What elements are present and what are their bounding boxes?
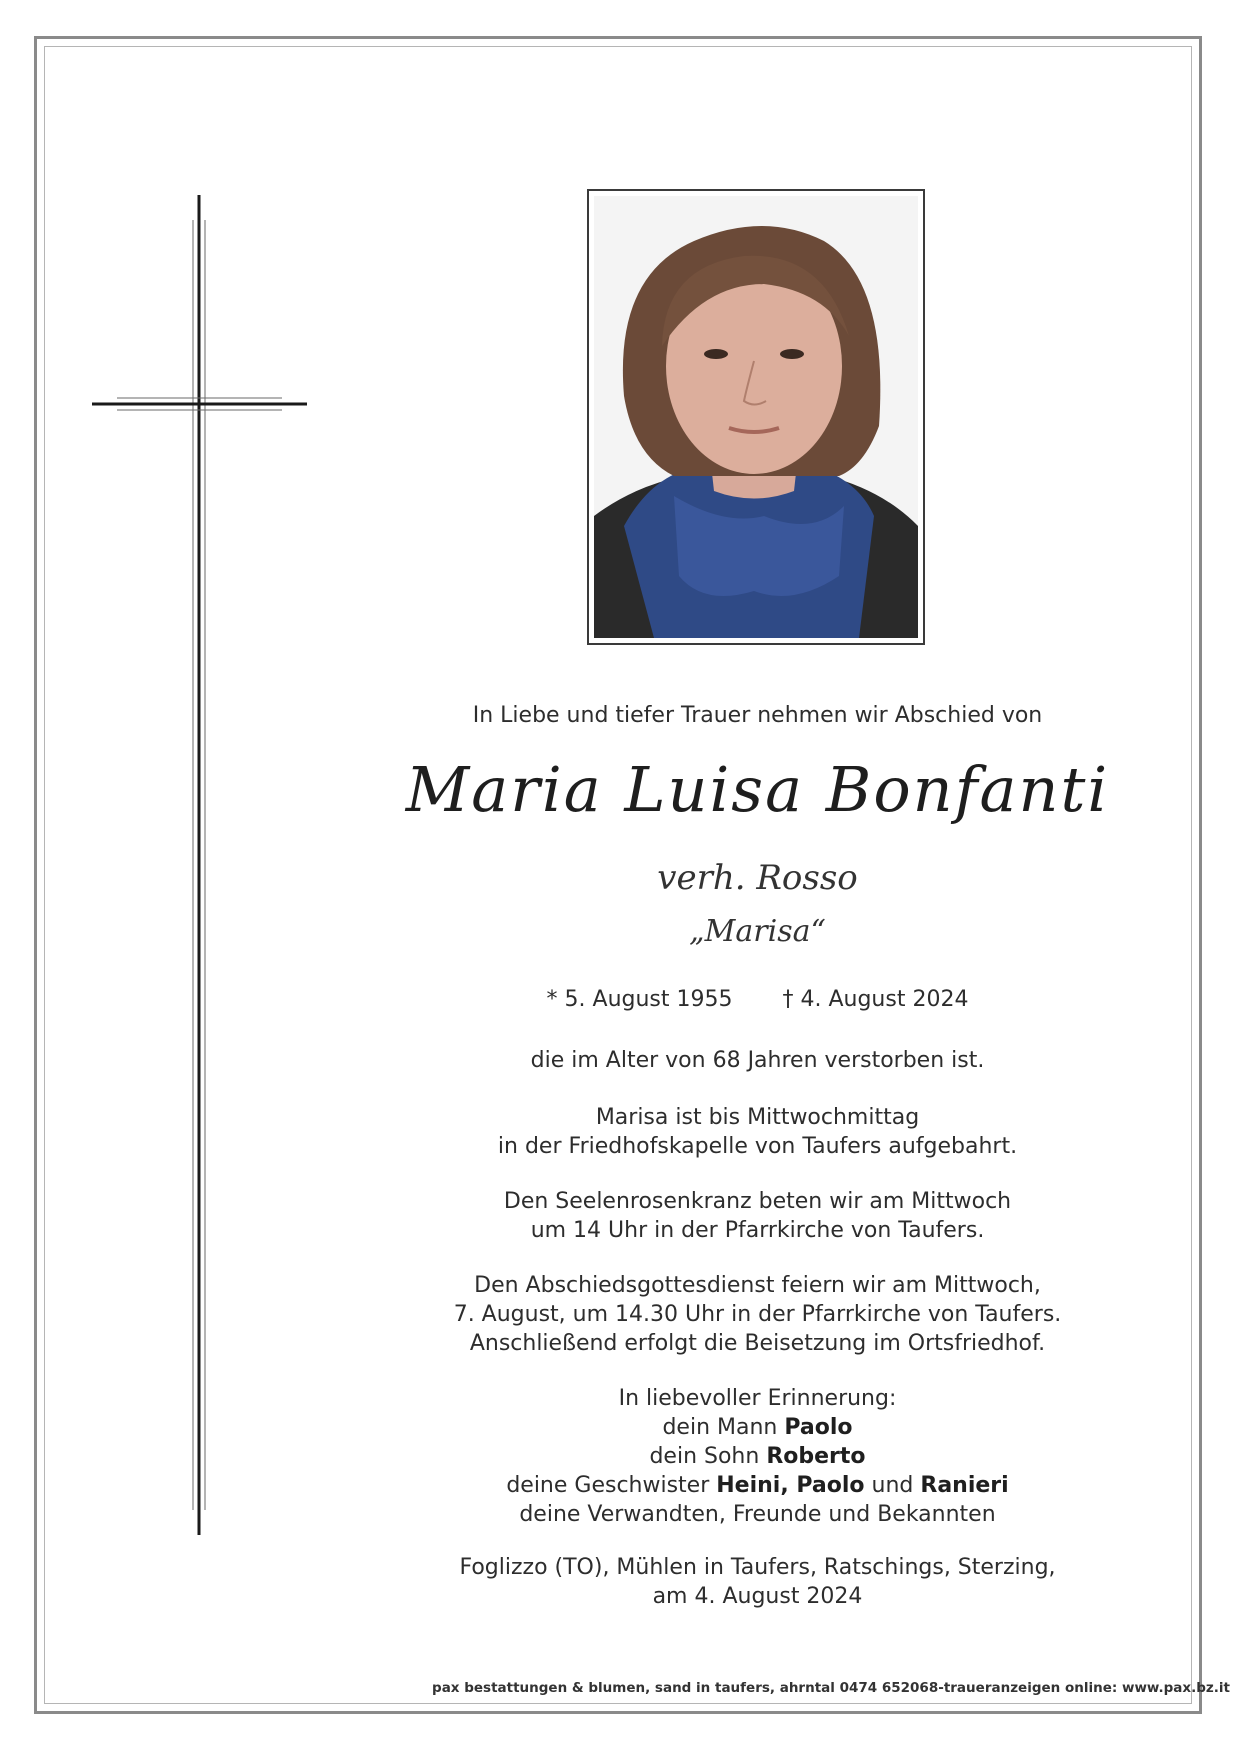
service-paragraph: Den Abschiedsgottesdienst feiern wir am Mittwoch, 7. August, um 14.30 Uhr in der Pfarrkirche von Taufers. Anschließend erfolgt die Beisetzung im Ortsfriedhof. [453, 1273, 1062, 1356]
mourners-paragraph [380, 1384, 1135, 1529]
notice-date: am 4. August 2024 [652, 1584, 863, 1609]
mourner-husband: dein Mann Paolo [662, 1415, 853, 1440]
deceased-name: Maria Luisa Bonfanti [405, 753, 1110, 826]
mourner-relatives: deine Verwandten, Freunde und Bekannten [519, 1502, 996, 1527]
mourners-heading: In liebevoller Erinnerung: [618, 1386, 897, 1411]
rosary-paragraph: Den Seelenrosenkranz beten wir am Mittwoch um 14 Uhr in der Pfarrkirche von Taufers. [503, 1189, 1012, 1243]
life-dates [380, 987, 1135, 1012]
mourner-siblings: deine Geschwister Heini, Paolo und Ranieri [506, 1473, 1009, 1498]
portrait-frame [587, 189, 925, 645]
mourner-son: dein Sohn Roberto [649, 1444, 866, 1469]
age-line: die im Alter von 68 Jahren verstorben ist. [530, 1048, 985, 1073]
place-date-paragraph [380, 1553, 1135, 1611]
intro-text: In Liebe und tiefer Trauer nehmen wir Abschied von [472, 703, 1043, 728]
places: Foglizzo (TO), Mühlen in Taufers, Ratschings, Sterzing, [459, 1555, 1056, 1580]
death-date: † 4. August 2024 [782, 987, 969, 1012]
married-name: verh. Rosso [657, 858, 858, 898]
viewing-paragraph: Marisa ist bis Mittwochmittag in der Friedhofskapelle von Taufers aufgebahrt. [497, 1105, 1018, 1159]
portrait-photo [594, 196, 918, 638]
birth-date: * 5. August 1955 [546, 987, 733, 1012]
nickname: „Marisa“ [689, 914, 826, 949]
